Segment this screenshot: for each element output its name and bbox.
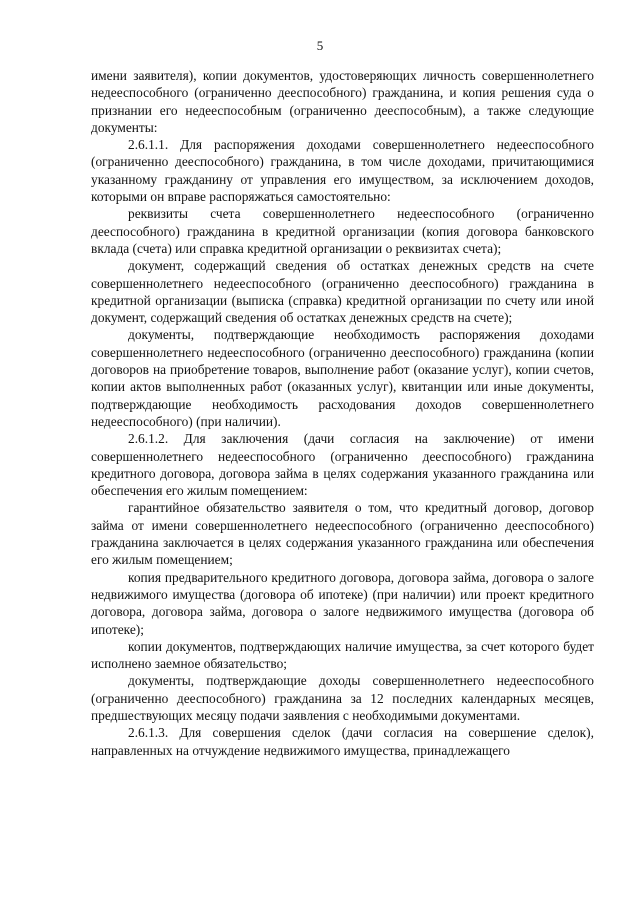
paragraph-income-documents: документы, подтверждающие доходы совершеннолетнего недееспособного (ограниченно дееспособного) гражданина за 12 последних календарных месяцев, предшествующих месяцу подачи заявления с необходимыми документами. [91,673,594,723]
paragraph-2-6-1-1: 2.6.1.1. Для распоряжения доходами совершеннолетнего недееспособного (ограниченно дееспособного) гражданина, в том числе доходами, причитающимися указанному гражданину от управления его имуществом, за исключением доходов, которыми он вправе распоряжаться самостоятельно: [91,137,594,205]
document-body [91,67,594,759]
paragraph-balance-document: документ, содержащий сведения об остатках денежных средств на счете совершеннолетнего недееспособного (ограниченно дееспособного) гражданина в кредитной организации (выписка (справка) кредитной организации по счету или иной документ, содержащий сведения об остатках денежных средств на счете); [91,258,594,326]
paragraph-continuation: имени заявителя), копии документов, удостоверяющих личность совершеннолетнего недееспособного (ограниченно дееспособного) гражданина, и копия решения суда о признании его недееспособным (ограниченно дееспособным), а также следующие документы: [91,68,594,135]
paragraph-guarantee-obligation: гарантийное обязательство заявителя о том, что кредитный договор, договор займа от имени совершеннолетнего недееспособного (ограниченно дееспособного) гражданина заключается в целях содержания указанного гражданина или обеспечения его жилым помещением; [91,500,594,568]
paragraph-preliminary-contract: копия предварительного кредитного договора, договора займа, договора о залоге недвижимого имущества (договора об ипотеке) (при наличии) или проект кредитного договора, договора займа, договора о залоге недвижимого имущества (договора об ипотеке); [91,569,594,637]
page-number: 5 [316,38,324,53]
paragraph-property-documents: копии документов, подтверждающих наличие имущества, за счет которого будет исполнено заемное обязательство; [91,638,594,672]
paragraph-account-details: реквизиты счета совершеннолетнего недееспособного (ограниченно дееспособного) гражданина в кредитной организации (копия договора банковского вклада (счета) или справка кредитной организации о реквизитах счета); [91,206,594,256]
paragraph-2-6-1-2: 2.6.1.2. Для заключения (дачи согласия на заключение) от имени совершеннолетнего недееспособного (ограниченно дееспособного) гражданина кредитного договора, договора займа в целях содержания указанного гражданина или обеспечения его жилым помещением: [91,431,594,499]
paragraph-necessity-documents: документы, подтверждающие необходимость распоряжения доходами совершеннолетнего недееспособного (ограниченно дееспособного) гражданина (копии договоров на приобретение товаров, выполнение работ (оказание услуг), копии счетов, копии актов выполненных работ (оказанных услуг), квитанции или иные документы, подтверждающие необходимость расходования доходов совершеннолетнего недееспособного) (при наличии). [91,327,594,429]
paragraph-2-6-1-3: 2.6.1.3. Для совершения сделок (дачи согласия на совершение сделок), направленных на отчуждение недвижимого имущества, принадлежащего [91,725,594,758]
